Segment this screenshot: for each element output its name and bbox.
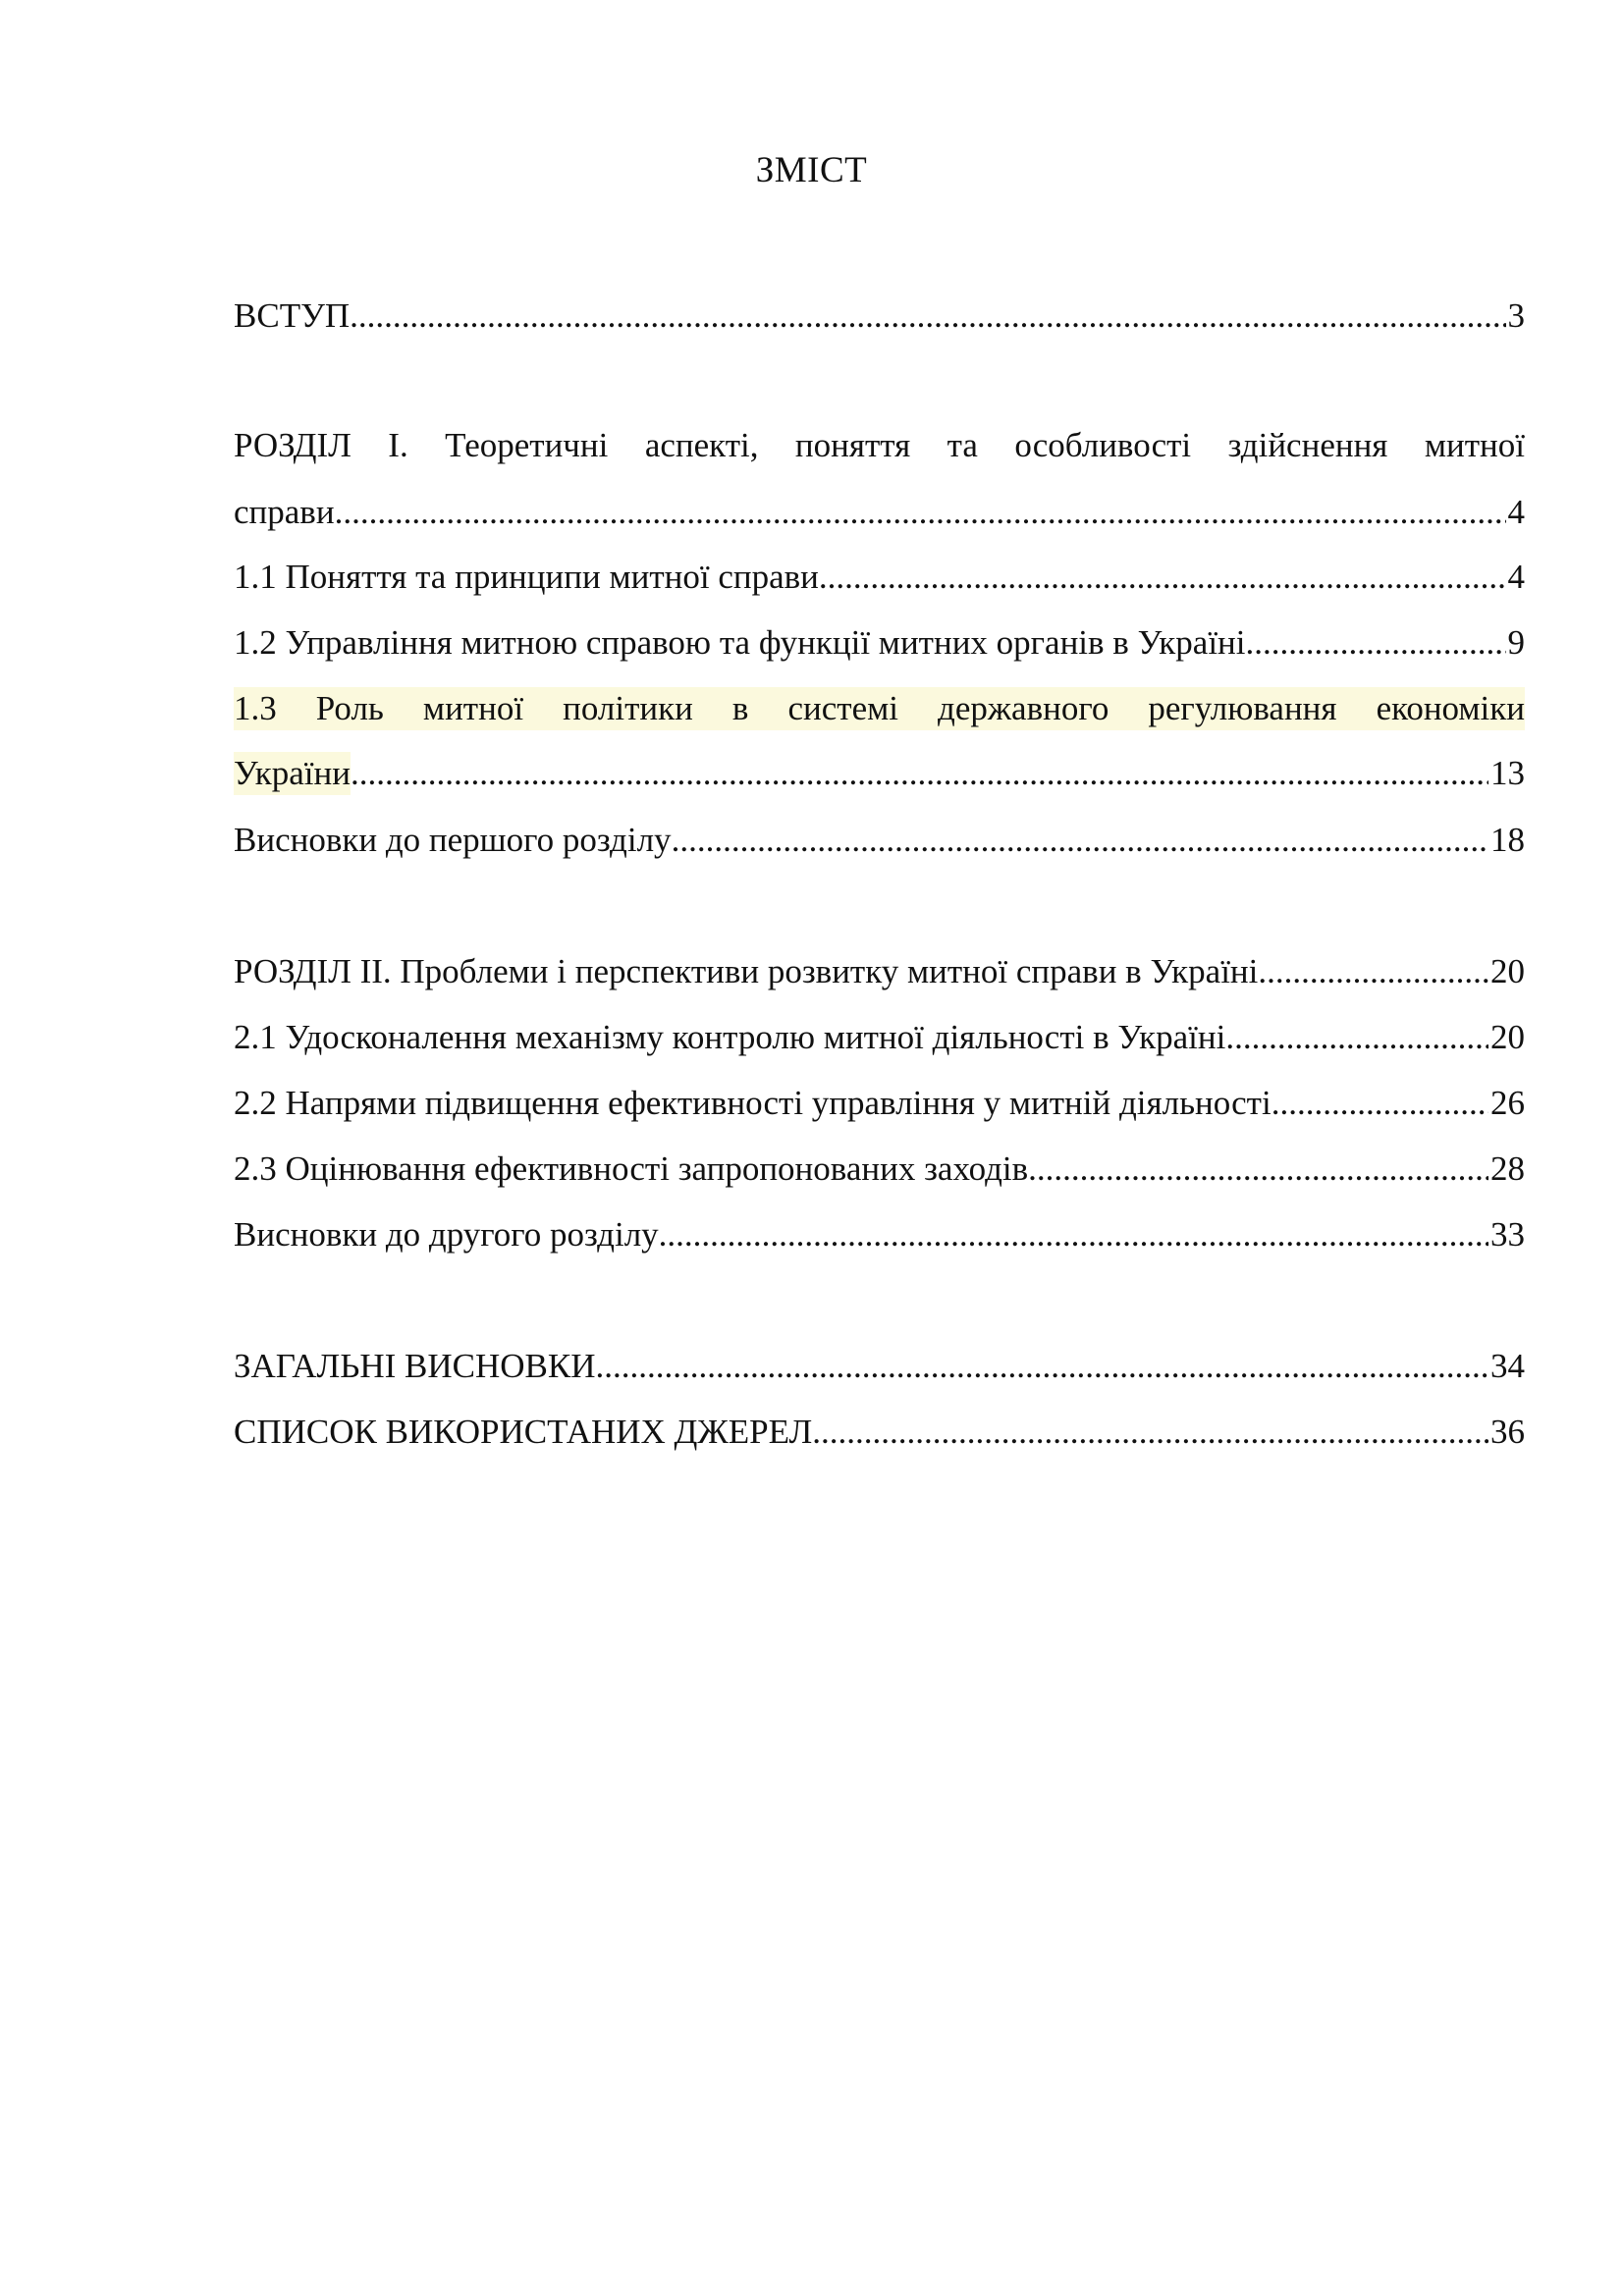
toc-entry-2-3 xyxy=(234,1148,1525,1191)
toc-leader-dots xyxy=(819,556,1506,599)
toc-page-number: 20 xyxy=(1490,952,1525,990)
page-title: ЗМІСТ xyxy=(755,150,868,190)
toc-entry-title: СПИСОК ВИКОРИСТАНИХ ДЖЕРЕЛ xyxy=(234,1413,813,1451)
toc-entry-title-line1: 1.3 Роль митної політики в системі державного регулювання економіки xyxy=(234,687,1525,730)
toc-entry-1-2 xyxy=(234,621,1525,665)
toc-page-number: 20 xyxy=(1490,1018,1525,1056)
toc-leader-dots xyxy=(1028,1148,1488,1191)
toc-page-number: 26 xyxy=(1490,1084,1525,1122)
toc-leader-dots xyxy=(659,1213,1488,1256)
toc-page-number: 13 xyxy=(1490,754,1525,792)
toc-entry-title: України xyxy=(234,752,351,795)
toc-leader-dots xyxy=(596,1345,1488,1388)
toc-entry-1-3 xyxy=(234,687,1525,795)
toc-page-number: 28 xyxy=(1490,1149,1525,1188)
toc-entry-title: Висновки до першого розділу xyxy=(234,821,672,859)
toc-page-number: 36 xyxy=(1490,1413,1525,1451)
toc-leader-dots xyxy=(335,491,1506,534)
toc-page-number: 3 xyxy=(1507,296,1525,335)
toc-entry-title: 2.1 Удосконалення механізму контролю митної діяльності в Україні xyxy=(234,1018,1226,1056)
toc-page-number: 9 xyxy=(1507,623,1525,662)
toc-entry-title: ЗАГАЛЬНІ ВИСНОВКИ xyxy=(234,1347,596,1385)
toc-entry-2-1 xyxy=(234,1016,1525,1059)
toc-entry-references xyxy=(234,1411,1525,1454)
toc-page-number: 18 xyxy=(1490,821,1525,859)
toc-page-number: 4 xyxy=(1507,493,1525,531)
toc-leader-dots xyxy=(672,819,1488,862)
toc-entry-intro xyxy=(234,294,1525,338)
toc-entry-general-conclusions xyxy=(234,1345,1525,1388)
toc-page-number: 33 xyxy=(1490,1215,1525,1254)
toc-leader-dots xyxy=(351,752,1488,795)
toc-entry-title-line1: РОЗДІЛ І. Теоретичні аспекті, поняття та особливості здійснення митної xyxy=(234,426,1525,464)
toc-leader-dots xyxy=(1246,621,1506,665)
toc-entry-title: Висновки до другого розділу xyxy=(234,1215,659,1254)
toc-entry-chapter-2 xyxy=(234,950,1525,993)
toc-page-number: 4 xyxy=(1507,558,1525,596)
toc-leader-dots xyxy=(1225,1016,1488,1059)
toc-leader-dots xyxy=(350,294,1505,338)
toc-leader-dots xyxy=(1258,950,1488,993)
toc-entry-title: РОЗДІЛ ІІ. Проблеми і перспективи розвитку митної справи в Україні xyxy=(234,952,1259,990)
toc-entry-chapter-1 xyxy=(234,424,1525,534)
toc-entry-title: 2.2 Напрями підвищення ефективності управління у митній діяльності xyxy=(234,1084,1271,1122)
toc-entry-conclusions-1 xyxy=(234,819,1525,862)
toc-entry-1-1 xyxy=(234,556,1525,599)
toc-entry-title: ВСТУП xyxy=(234,296,351,335)
toc-entry-title: справи xyxy=(234,493,335,531)
toc-page-number: 34 xyxy=(1490,1347,1525,1385)
toc-entry-title: 2.3 Оцінювання ефективності запропонованих заходів xyxy=(234,1149,1029,1188)
toc-entry-conclusions-2 xyxy=(234,1213,1525,1256)
toc-entry-title: 1.1 Поняття та принципи митної справи xyxy=(234,558,819,596)
toc-leader-dots xyxy=(1271,1082,1488,1125)
toc-entry-2-2 xyxy=(234,1082,1525,1125)
toc-leader-dots xyxy=(812,1411,1488,1454)
toc-entry-title: 1.2 Управління митною справою та функції митних органів в Україні xyxy=(234,623,1246,662)
